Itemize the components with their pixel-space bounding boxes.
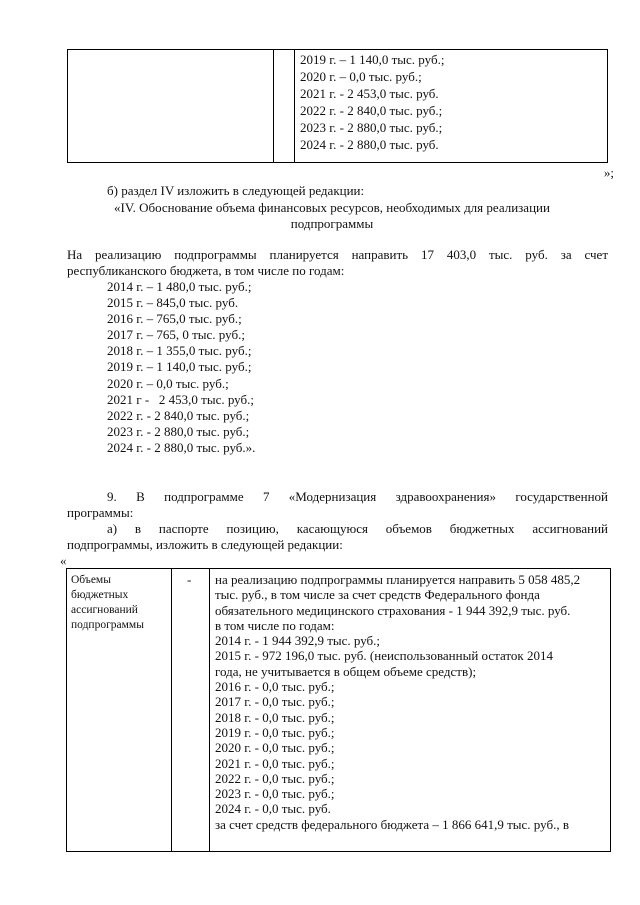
budget-allocation-table xyxy=(66,568,611,852)
table-line: за счет средств федерального бюджета – 1 866 641,9 тыс. руб., в xyxy=(215,816,569,832)
table-line: 2015 г. - 972 196,0 тыс. руб. (неиспользованный остаток 2014 xyxy=(215,648,553,664)
table-line: 2022 г. - 0,0 тыс. руб.; xyxy=(215,770,335,786)
list-item: 2016 г. – 765,0 тыс. руб.; xyxy=(107,311,242,327)
list-item: 2021 г - 2 453,0 тыс. руб.; xyxy=(107,391,254,407)
table-line: 2018 г. - 0,0 тыс. руб.; xyxy=(215,709,335,725)
section-heading-line1: «IV. Обоснование объема финансовых ресурсов, необходимых для реализации xyxy=(114,200,550,215)
table-dash: - xyxy=(187,572,192,587)
list-item: 2022 г. - 2 840,0 тыс. руб.; xyxy=(107,407,250,423)
table-line: 2024 г. - 2 880,0 тыс. руб. xyxy=(300,137,439,152)
table-column-divider xyxy=(171,569,172,851)
table-column-divider xyxy=(209,569,210,851)
table-line: 2019 г. – 1 140,0 тыс. руб.; xyxy=(300,52,445,67)
table-line: 2023 г. - 2 880,0 тыс. руб.; xyxy=(300,120,443,135)
table-line: 2021 г. - 2 453,0 тыс. руб. xyxy=(300,86,439,101)
item9-line2: программы: xyxy=(67,505,134,520)
table-line: 2016 г. - 0,0 тыс. руб.; xyxy=(215,679,335,695)
section-b-intro: б) раздел IV изложить в следующей редакции: xyxy=(107,183,365,198)
table-cell-values xyxy=(215,572,580,832)
list-item: 2020 г. – 0,0 тыс. руб.; xyxy=(107,375,229,391)
paragraph-line1: На реализацию подпрограммы планируется направить 17 403,0 тыс. руб. за счет xyxy=(67,247,608,262)
table-column-divider xyxy=(273,50,274,162)
list-item: 2015 г. – 845,0 тыс. руб. xyxy=(107,295,239,311)
list-item: 2024 г. - 2 880,0 тыс. руб.». xyxy=(107,439,256,455)
table-line: 2023 г. - 0,0 тыс. руб.; xyxy=(215,786,335,802)
table-line: 2022 г. - 2 840,0 тыс. руб.; xyxy=(300,103,443,118)
paragraph-line2: республиканского бюджета, в том числе по годам: xyxy=(67,263,345,278)
table-line: обязательного медицинского страхования - 1 944 392,9 тыс. руб. xyxy=(215,602,571,618)
table-line: 2017 г. - 0,0 тыс. руб.; xyxy=(215,694,335,710)
funding-table-continuation xyxy=(67,49,608,163)
item9-line4: подпрограммы, изложить в следующей редакции: xyxy=(67,537,343,552)
table-line: на реализацию подпрограммы планируется направить 5 058 485,2 xyxy=(215,572,581,587)
list-item: 2023 г. - 2 880,0 тыс. руб.; xyxy=(107,423,250,439)
table-line: тыс. руб., в том числе за счет средств Федерального фонда xyxy=(215,587,540,603)
closing-quote: »; xyxy=(603,165,614,180)
table-line: 2021 г. - 0,0 тыс. руб.; xyxy=(215,755,335,771)
item9-line1: 9. В подпрограмме 7 «Модернизация здравоохранения» государственной xyxy=(107,489,608,504)
table-line: 2020 г. - 0,0 тыс. руб.; xyxy=(215,740,335,756)
table-column-divider xyxy=(294,50,295,162)
table-line: в том числе по годам: xyxy=(215,617,335,633)
list-item: 2018 г. – 1 355,0 тыс. руб.; xyxy=(107,343,252,359)
year-funding-list xyxy=(107,279,255,456)
list-item: 2019 г. – 1 140,0 тыс. руб.; xyxy=(107,359,252,375)
table-line: 2014 г. - 1 944 392,9 тыс. руб.; xyxy=(215,633,381,649)
table-row-label: Объемы бюджетных ассигнований подпрограммы xyxy=(71,574,144,631)
section-heading-line2: подпрограммы xyxy=(290,216,374,231)
item9-line3: а) в паспорте позицию, касающуюся объемов бюджетных ассигнований xyxy=(107,521,608,536)
list-item: 2014 г. – 1 480,0 тыс. руб.; xyxy=(107,279,252,294)
opening-quote: « xyxy=(60,553,67,568)
table-line: 2024 г. - 0,0 тыс. руб. xyxy=(215,801,331,817)
table-line: 2020 г. – 0,0 тыс. руб.; xyxy=(300,69,422,84)
table-line: 2019 г. - 0,0 тыс. руб.; xyxy=(215,724,335,740)
table-line: года, не учитывается в общем объеме средств); xyxy=(215,663,477,679)
table-cell-values xyxy=(300,51,444,153)
list-item: 2017 г. – 765, 0 тыс. руб.; xyxy=(107,327,245,343)
